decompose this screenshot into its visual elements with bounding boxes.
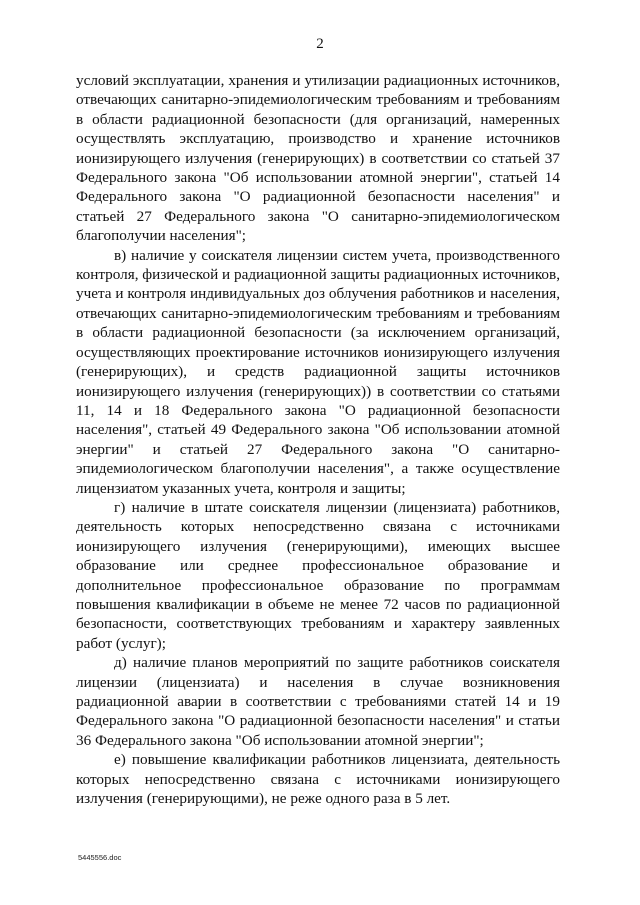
paragraph-item-v: в) наличие у соискателя лицензии систем учета, производственного контроля, физической и радиационной защиты радиационных источников, учета и контроля индивидуальных доз облучения работников и населения, отвечающих санитарно-эпидемиологическим требованиям и требованиям в области радиационной безопасности (за исключением организаций, осуществляющих проектирование источников ионизирующего излучения (генерирующих), и средств радиационной защиты источников ионизирующего излучения (генерирующих)) в соответствии со статьями 11, 14 и 18 Федерального закона "О радиационной безопасности населения", статьей 49 Федерального закона "Об использовании атомной энергии" и статьей 27 Федерального закона "О санитарно-эпидемиологическом благополучии населения", а также осуществление лицензиатом указанных учета, контроля и защиты;: [76, 246, 560, 497]
page-number: 2: [316, 36, 324, 52]
document-code-footer: 5445556.doc: [78, 853, 122, 862]
paragraph-item-g: г) наличие в штате соискателя лицензии (лицензиата) работников, деятельность которых непосредственно связана с источниками ионизирующего излучения (генерирующими), имеющих высшее образование или среднее профессиональное образование и дополнительное профессиональное образование по программам повышения квалификации в объеме не менее 72 часов по радиационной безопасности, соответствующих требованиям и характеру заявленных работ (услуг);: [76, 498, 560, 652]
document-body: [76, 71, 560, 808]
paragraph-item-e: е) повышение квалификации работников лицензиата, деятельность которых непосредственно связана с источниками ионизирующего излучения (генерирующими), не реже одного раза в 5 лет.: [76, 751, 560, 808]
paragraph-continuation: условий эксплуатации, хранения и утилизации радиационных источников, отвечающих санитарно-эпидемиологическим требованиям и требованиям в области радиационной безопасности (для организаций, намеренных осуществлять эксплуатацию, производство и хранение источников ионизирующего излучения (генерирующих) в соответствии со статьей 37 Федерального закона "Об использовании атомной энергии", статьей 14 Федерального закона "О радиационной безопасности населения" и статьей 27 Федерального закона "О санитарно-эпидемиологическом благополучии населения";: [76, 72, 560, 245]
paragraph-item-d: д) наличие планов мероприятий по защите работников соискателя лицензии (лицензиата) и населения в случае возникновения радиационной аварии в соответствии с требованиями статей 14 и 19 Федерального закона "О радиационной безопасности населения" и статьи 36 Федерального закона "Об использовании атомной энергии";: [76, 654, 560, 749]
